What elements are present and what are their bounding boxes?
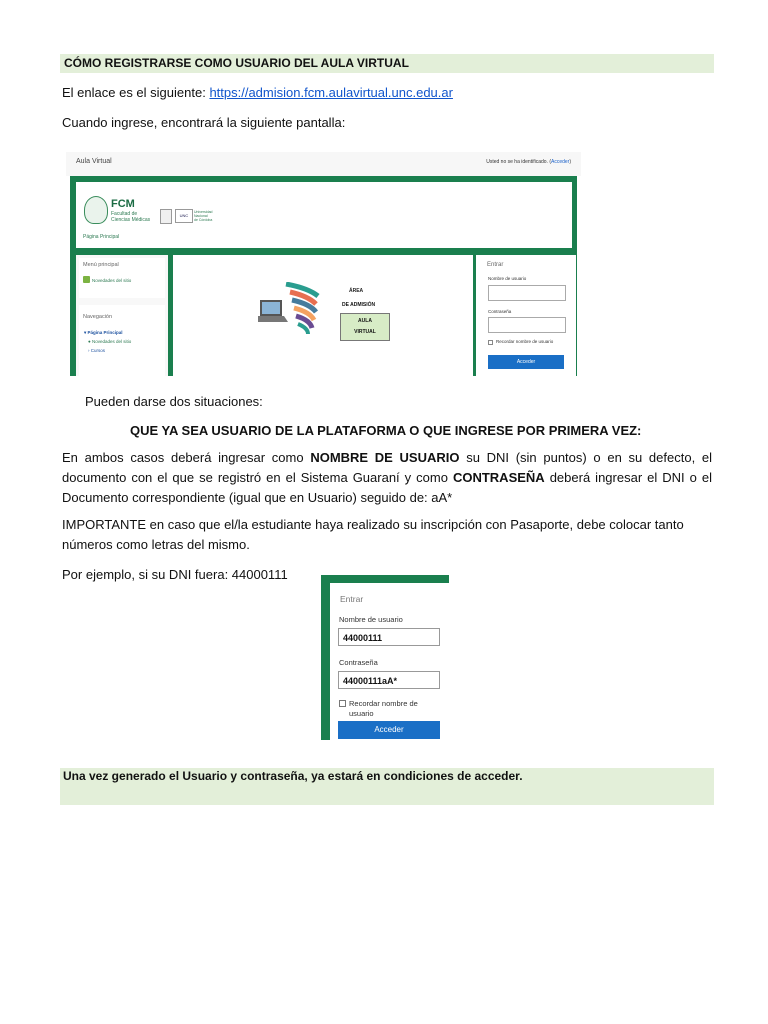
nav-pagina-principal[interactable]: ▾ Página Principal (84, 330, 123, 335)
remember-checkbox[interactable] (488, 340, 493, 345)
importante-paragraph: IMPORTANTE en caso que el/la estudiante haya realizado su inscripción con Pasaporte, debe colocar tanto números como letras del mismo. (62, 517, 684, 552)
title-highlight (60, 54, 714, 73)
green-frame-left (321, 575, 330, 740)
username-label: Nombre de usuario (488, 276, 527, 281)
document-title: CÓMO REGISTRARSE COMO USUARIO DEL AULA VIRTUAL (64, 56, 409, 70)
site-title: Aula Virtual (76, 158, 112, 165)
admision-label: DE ADMISIÓN (342, 302, 376, 308)
nav-novedades[interactable]: ● Novedades del sitio (88, 339, 132, 344)
news-icon (83, 276, 90, 283)
aula-virtual-badge: AULA VIRTUAL (340, 313, 390, 341)
login-status: Usted no se ha identificado. (Acceder) (486, 159, 571, 165)
entrar-title: Entrar (487, 262, 504, 268)
remember-checkbox[interactable] (339, 700, 346, 707)
admission-link[interactable]: https://admision.fcm.aulavirtual.unc.edu.ar (209, 85, 453, 100)
center-content (173, 255, 473, 376)
navegacion-title: Navegación (83, 314, 113, 320)
menu-principal-title: Menú principal (83, 262, 119, 268)
final-text: Una vez generado el Usuario y contraseña, ya estará en condiciones de acceder. (63, 769, 523, 783)
nombre-usuario-bold: NOMBRE DE USUARIO (310, 450, 460, 465)
acceder-button[interactable]: Acceder (488, 355, 564, 369)
unc-logo: UNC (175, 209, 193, 223)
unc-text: Universidad Nacional de Córdoba (194, 210, 213, 222)
novedades-link[interactable]: Novedades del sitio (92, 278, 132, 283)
unc-emblem-icon (160, 209, 172, 224)
link-intro: El enlace es el siguiente: (62, 85, 210, 100)
username-label: Nombre de usuario (339, 615, 403, 624)
situaciones-text: Pueden darse dos situaciones: (85, 394, 263, 409)
remember-label: Recordar nombre de usuario (349, 699, 418, 718)
username-input[interactable]: 44000111 (338, 628, 440, 646)
green-frame-top (321, 575, 449, 583)
books-laptop-image (258, 282, 320, 334)
password-input[interactable] (488, 317, 566, 333)
site-header (76, 182, 572, 248)
area-label: ÁREA (349, 288, 364, 294)
fcm-subtitle: Facultad de Ciencias Médicas (111, 211, 151, 223)
final-highlight (60, 768, 714, 805)
nav-cursos[interactable]: › Cursos (88, 348, 106, 353)
contrasena-bold: CONTRASEÑA (452, 470, 545, 485)
password-label: Contraseña (488, 309, 512, 314)
entrar-title: Entrar (340, 594, 364, 604)
link-paragraph (62, 83, 453, 103)
fcm-name: FCM (111, 198, 135, 210)
ambos-paragraph: En ambos casos deberá ingresar como NOMBRE DE USUARIO su DNI (sin puntos) o en su defecto, el documento con el que se registró en el Sistema Guaraní y como CONTRASEÑA deberá ingresar el DNI o el Documento correspondiente (igual que en Usuario) seguido de: aA* (62, 450, 712, 505)
ejemplo-text: Por ejemplo, si su DNI fuera: 44000111 (62, 567, 288, 582)
acceder-button[interactable]: Acceder (338, 721, 440, 739)
password-input[interactable]: 44000111aA* (338, 671, 440, 689)
screen-intro: Cuando ingrese, encontrará la siguiente pantalla: (62, 115, 346, 130)
fcm-crest-icon (84, 196, 108, 224)
login-example-screenshot (321, 575, 449, 740)
login-block (476, 255, 576, 376)
password-label: Contraseña (339, 658, 378, 667)
breadcrumb[interactable]: Página Principal (83, 234, 120, 240)
acceder-link[interactable]: Acceder (550, 159, 570, 165)
aula-virtual-screenshot (66, 152, 581, 376)
username-input[interactable] (488, 285, 566, 301)
remember-label: Recordar nombre de usuario (496, 339, 554, 344)
situaciones-heading: QUE YA SEA USUARIO DE LA PLATAFORMA O QUE INGRESE POR PRIMERA VEZ: (130, 423, 642, 438)
